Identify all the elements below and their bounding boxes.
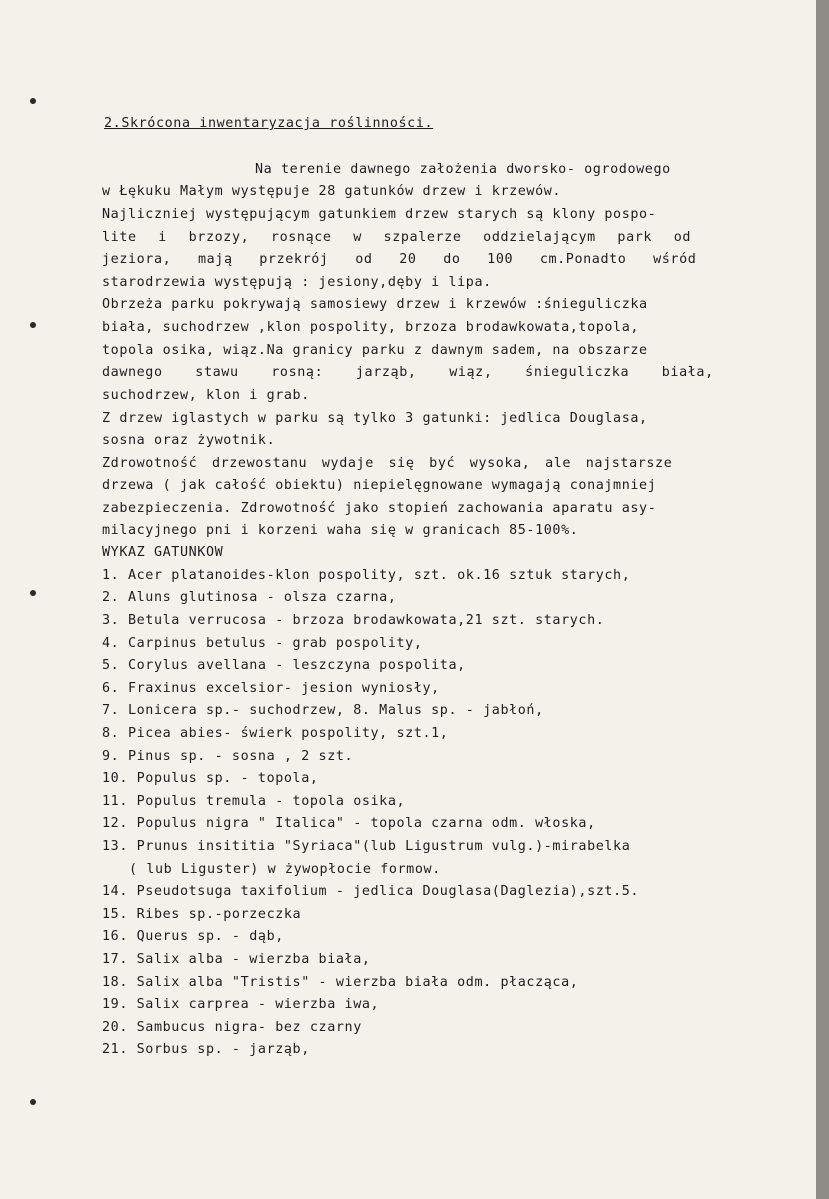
species-item-continuation: ( lub Liguster) w żywopłocie formow. <box>129 862 441 877</box>
species-item: 20. Sambucus nigra- bez czarny <box>102 1020 362 1035</box>
paragraph-line: starodrzewia występują : jesiony,dęby i lipa. <box>102 275 492 290</box>
species-item: 5. Corylus avellana - leszczyna pospolita, <box>102 658 466 673</box>
paragraph-line: sosna oraz żywotnik. <box>102 433 276 448</box>
species-item: 18. Salix alba "Tristis" - wierzba biała odm. płacząca, <box>102 975 579 990</box>
species-item: 8. Picea abies- świerk pospolity, szt.1, <box>102 726 449 741</box>
paragraph-line: topola osika, wiąz.Na granicy parku z dawnym sadem, na obszarze <box>102 343 648 358</box>
paragraph-line: milacyjnego pni i korzeni waha się w granicach 85-100%. <box>102 523 579 538</box>
species-item: 15. Ribes sp.-porzeczka <box>102 907 302 922</box>
species-item: 10. Populus sp. - topola, <box>102 771 319 786</box>
species-item: 17. Salix alba - wierzba biała, <box>102 952 371 967</box>
punch-hole-2 <box>30 322 36 328</box>
paragraph-line: drzewa ( jak całość obiektu) niepielęgnowane wymagają conajmniej <box>102 478 657 493</box>
species-item: 7. Lonicera sp.- suchodrzew, 8. Malus sp. - jabłoń, <box>102 703 544 718</box>
species-item: 6. Fraxinus excelsior- jesion wyniosły, <box>102 681 440 696</box>
paragraph-line: w Łękuku Małym występuje 28 gatunków drzew i krzewów. <box>102 184 562 199</box>
species-item: 19. Salix carprea - wierzba iwa, <box>102 997 380 1012</box>
species-item: 11. Populus tremula - topola osika, <box>102 794 406 809</box>
species-item: 4. Carpinus betulus - grab pospolity, <box>102 636 423 651</box>
paragraph-line: biała, suchodrzew ,klon pospolity, brzoza brodawkowata,topola, <box>102 320 640 335</box>
species-item: 13. Prunus insititia "Syriaca"(lub Ligustrum vulg.)-mirabelka <box>102 839 631 854</box>
punch-hole-4 <box>30 1099 36 1105</box>
section-heading: 2.Skrócona inwentaryzacja roślinności. <box>104 116 434 131</box>
species-item: 3. Betula verrucosa - brzoza brodawkowata,21 szt. starych. <box>102 613 605 628</box>
paragraph-line: Obrzeża parku pokrywają samosiewy drzew i krzewów :śnieguliczka <box>102 297 648 312</box>
paragraph-line: Zdrowotność drzewostanu wydaje się być wysoka, ale najstarsze <box>102 456 673 471</box>
paragraph-line: suchodrzew, klon i grab. <box>102 388 310 403</box>
species-item: 1. Acer platanoides-klon pospolity, szt. ok.16 sztuk starych, <box>102 568 631 583</box>
species-item: 2. Aluns glutinosa - olsza czarna, <box>102 590 397 605</box>
species-item: 12. Populus nigra " Italica" - topola czarna odm. włoska, <box>102 816 596 831</box>
list-heading: WYKAZ GATUNKOW <box>102 545 224 560</box>
paragraph-line: zabezpieczenia. Zdrowotność jako stopień zachowania aparatu asy- <box>102 501 657 516</box>
species-item: 21. Sorbus sp. - jarząb, <box>102 1042 310 1057</box>
species-item: 9. Pinus sp. - sosna , 2 szt. <box>102 749 354 764</box>
paragraph-line: Na terenie dawnego założenia dworsko- ogrodowego <box>255 162 671 177</box>
paragraph-line: Najliczniej występującym gatunkiem drzew starych są klony pospo- <box>102 207 657 222</box>
species-item: 16. Querus sp. - dąb, <box>102 929 284 944</box>
paragraph-line: lite i brzozy, rosnące w szpalerze oddzielającym park od <box>102 230 692 245</box>
paragraph-line: Z drzew iglastych w parku są tylko 3 gatunki: jedlica Douglasa, <box>102 411 648 426</box>
punch-hole-1 <box>30 98 36 104</box>
punch-hole-3 <box>30 590 36 596</box>
paragraph-line: jeziora, mają przekrój od 20 do 100 cm.Ponadto wśród <box>102 252 697 267</box>
paragraph-line: dawnego stawu rosną: jarząb, wiąz, śnieguliczka biała, <box>102 365 714 380</box>
species-item: 14. Pseudotsuga taxifolium - jedlica Douglasa(Daglezia),szt.5. <box>102 884 640 899</box>
